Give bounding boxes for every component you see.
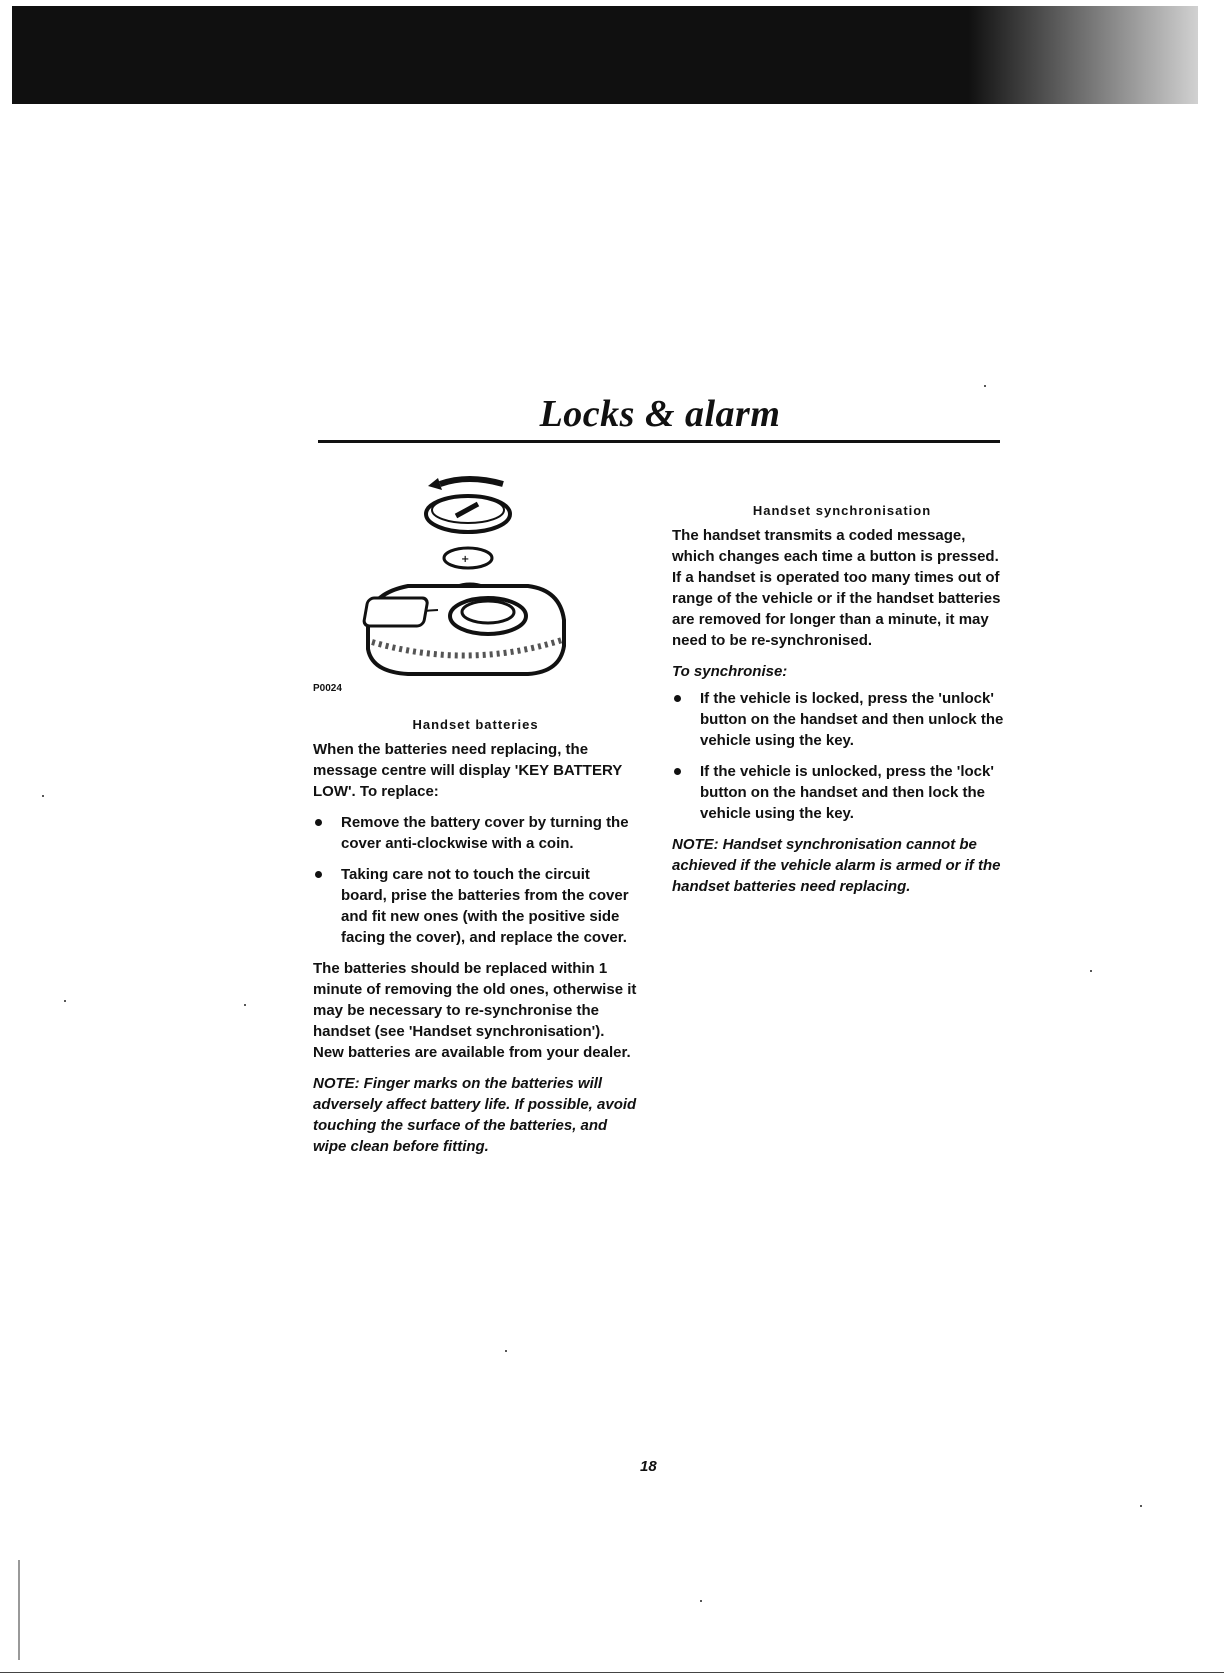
page-number: 18 [640, 1458, 657, 1475]
scan-speck [505, 1350, 507, 1352]
synchronise-subhead: To synchronise: [672, 663, 788, 680]
list-item: Remove the battery cover by turning the cover anti-clockwise with a coin. [313, 812, 638, 854]
batteries-paragraph: The batteries should be replaced within 1 minute of removing the old ones, otherwise it may be necessary to re-synchronise the handset (see 'Handset synchronisation'). New batteries are available from your dealer. [313, 960, 637, 1061]
page-title: Locks & alarm [539, 393, 781, 435]
scan-speck [42, 795, 44, 797]
handset-synchronisation-heading: Handset synchronisation [752, 503, 932, 518]
right-column [672, 500, 1012, 907]
scan-speck [244, 1004, 246, 1006]
synchronisation-intro: The handset transmits a coded message, which changes each time a button is pressed. If a handset is operated too many times out of range of the vehicle or if the handset batteries are removed for longer than a minute, it may need to be re-synchronised. [672, 527, 1001, 649]
scan-bottom-edge [0, 1672, 1224, 1673]
header-band-fade [968, 6, 1198, 104]
scan-speck [1140, 1505, 1142, 1507]
handset-battery-illustration [328, 474, 598, 684]
synchronise-steps [672, 688, 1012, 824]
batteries-intro: When the batteries need replacing, the message centre will display 'KEY BATTERY LOW'. To replace: [313, 741, 622, 800]
scan-edge [18, 1560, 20, 1660]
scan-speck [984, 385, 986, 387]
scan-speck [1090, 970, 1092, 972]
left-column [313, 474, 638, 1167]
scan-speck [700, 1600, 702, 1602]
list-item: If the vehicle is unlocked, press the 'lock' button on the handset and then lock the vehicle using the key. [672, 761, 1012, 824]
batteries-note [313, 1073, 638, 1157]
note-text: Finger marks on the batteries will adversely affect battery life. If possible, avoid touching the surface of the batteries, and wipe clean before fitting. [313, 1075, 637, 1155]
note-label: NOTE: [672, 836, 719, 853]
list-item: Taking care not to touch the circuit board, prise the batteries from the cover and fit new ones (with the positive side facing the cover), and replace the cover. [313, 864, 638, 948]
list-item: If the vehicle is locked, press the 'unlock' button on the handset and then unlock the vehicle using the key. [672, 688, 1012, 751]
header-band [12, 6, 1198, 104]
note-text: Handset synchronisation cannot be achieved if the vehicle alarm is armed or if the handset batteries need replacing. [672, 836, 1001, 895]
handset-batteries-heading: Handset batteries [412, 717, 539, 732]
batteries-steps [313, 812, 638, 948]
scan-speck [64, 1000, 66, 1002]
note-label: NOTE: [313, 1075, 360, 1092]
synchronisation-note [672, 834, 1012, 897]
title-rule [318, 440, 1000, 443]
svg-text:+: + [461, 554, 470, 565]
figure-label: P0024 [313, 683, 342, 694]
